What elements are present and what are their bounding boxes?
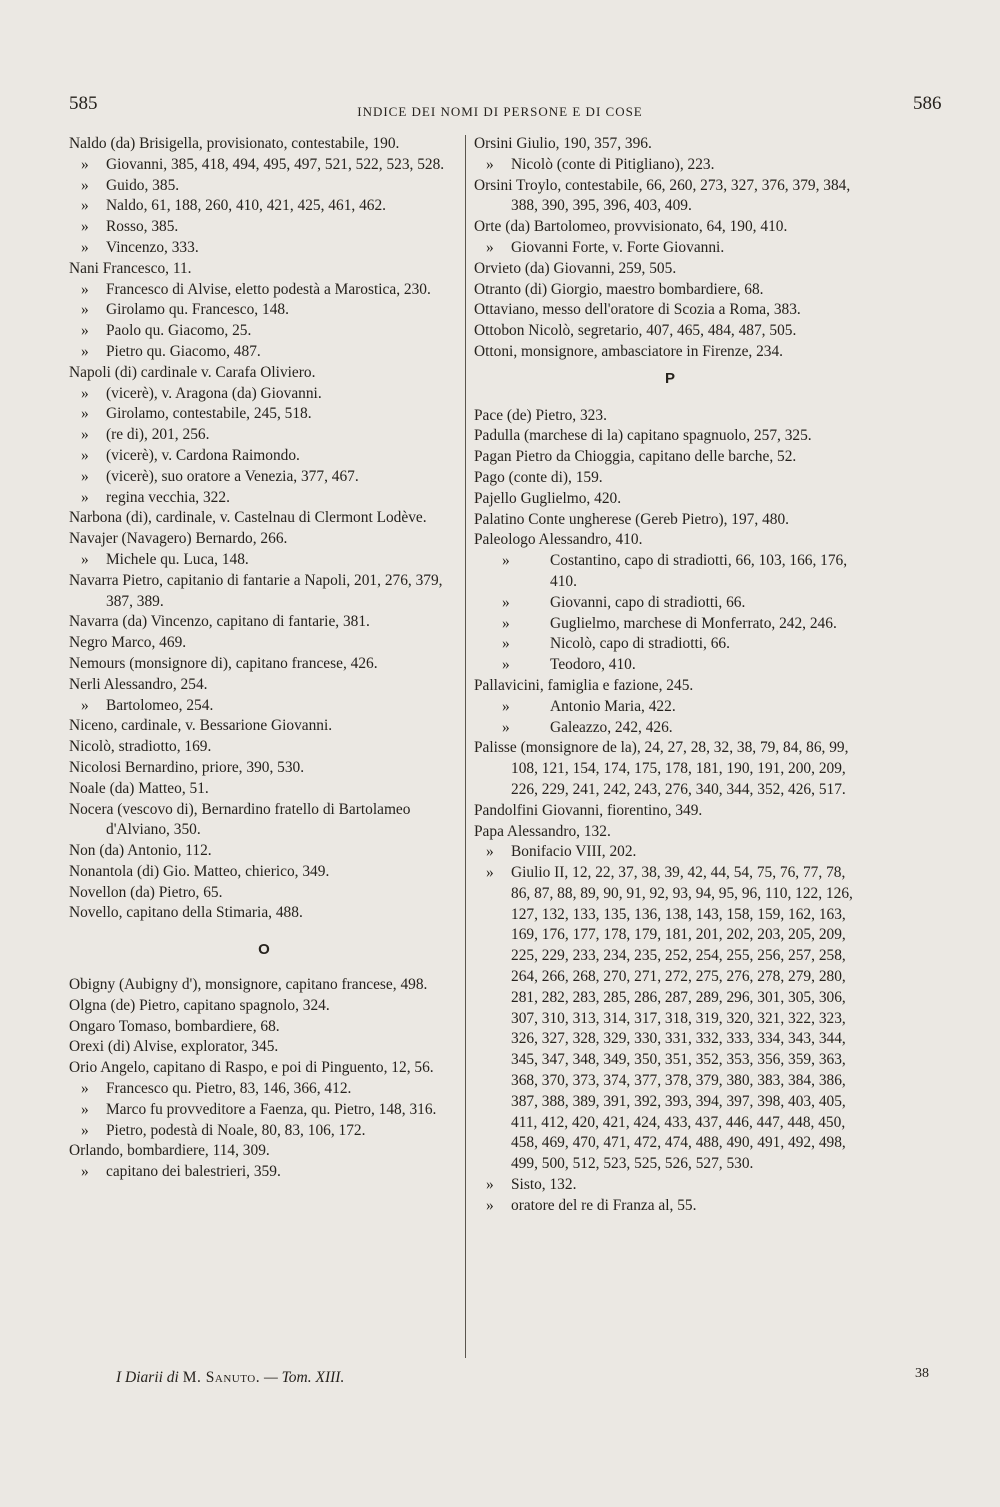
index-subentry-text: Guglielmo, marchese di Monferrato, 242, 246.	[550, 614, 837, 632]
index-subentry-text: capitano dei balestrieri, 359.	[106, 1163, 281, 1181]
ditto-mark: »	[486, 155, 494, 173]
index-subentry	[474, 1196, 866, 1217]
index-subentry	[69, 425, 459, 446]
index-subentry-text: Costantino, capo di stradiotti, 66, 103, 166, 176, 410.	[550, 552, 848, 590]
ditto-mark: »	[502, 697, 510, 715]
index-entry: Nicolosi Bernardino, priore, 390, 530.	[69, 758, 305, 776]
index-subentry	[69, 696, 459, 717]
index-subentry-text: Francesco di Alvise, eletto podestà a Marostica, 230.	[106, 280, 431, 298]
index-subentry-text: regina vecchia, 322.	[106, 488, 230, 506]
index-entry: Pandolfini Giovanni, fiorentino, 349.	[474, 801, 703, 819]
left-index-column	[69, 134, 459, 1183]
index-subentry-text: Pietro qu. Giacomo, 487.	[106, 342, 261, 360]
index-subentry	[69, 176, 459, 197]
ditto-mark: »	[81, 1163, 89, 1181]
index-entry: Nemours (monsignore di), capitano francese, 426.	[69, 654, 378, 672]
ditto-mark: »	[81, 238, 89, 256]
index-entry: Orio Angelo, capitano di Raspo, e poi di Pinguento, 12, 56.	[69, 1059, 434, 1077]
index-subentry-text: Antonio Maria, 422.	[550, 697, 676, 715]
index-subentry	[474, 593, 866, 614]
ditto-mark: »	[81, 696, 89, 714]
index-subentry-text: Giovanni, capo di stradiotti, 66.	[550, 593, 746, 611]
ditto-mark: »	[502, 656, 510, 674]
index-subentry	[69, 238, 459, 259]
ditto-mark: »	[486, 238, 494, 256]
ditto-mark: »	[81, 301, 89, 319]
index-entry: Nocera (vescovo di), Bernardino fratello di Bartolameo d'Alviano, 350.	[69, 800, 411, 839]
ditto-mark: »	[486, 1176, 494, 1194]
index-subentry-text: Giovanni Forte, v. Forte Giovanni.	[511, 238, 725, 256]
index-subentry	[474, 863, 866, 1175]
index-subentry	[69, 321, 459, 342]
index-entry: Nonantola (di) Gio. Matteo, chierico, 349.	[69, 862, 330, 880]
index-subentry	[474, 718, 866, 739]
index-subentry-text: Giovanni, 385, 418, 494, 495, 497, 521, 522, 523, 528.	[106, 155, 445, 173]
index-subentry-text: Nicolò (conte di Pitigliano), 223.	[511, 155, 715, 173]
right-page-number: 586	[913, 93, 942, 114]
index-entry: Orsini Troylo, contestabile, 66, 260, 273, 327, 376, 379, 384, 388, 390, 395, 396, 403, 409.	[474, 176, 851, 215]
index-subentry-text: Bartolomeo, 254.	[106, 696, 214, 714]
index-entry: Ottobon Nicolò, segretario, 407, 465, 484, 487, 505.	[474, 322, 797, 340]
ditto-mark: »	[502, 635, 510, 653]
index-subentry	[69, 155, 459, 176]
ditto-mark: »	[81, 280, 89, 298]
index-entry: Palisse (monsignore de la), 24, 27, 28, 32, 38, 79, 84, 86, 99, 108, 121, 154, 174, 175, 178, 181, 190, 191, 200, 209, 226, 229, 241, 242, 243, 276, 340, 344, 352, 426, 517.	[474, 739, 849, 798]
index-entry: Orvieto (da) Giovanni, 259, 505.	[474, 259, 677, 277]
footer-author: M. Sanuto.	[182, 1369, 261, 1386]
index-subentry-text: (vicerè), v. Cardona Raimondo.	[106, 446, 300, 464]
index-subentry	[69, 488, 459, 509]
index-entry: Orexi (di) Alvise, explorator, 345.	[69, 1038, 279, 1056]
index-entry: Palatino Conte ungherese (Gereb Pietro), 197, 480.	[474, 510, 790, 528]
index-subentry	[474, 551, 866, 593]
ditto-mark: »	[81, 342, 89, 360]
footer-volume: — Tom. XIII.	[263, 1369, 345, 1386]
index-entry: Navarra (da) Vincenzo, capitano di fantarie, 381.	[69, 613, 370, 631]
ditto-mark: »	[81, 197, 89, 215]
index-subentry-text: Marco fu provveditore a Faenza, qu. Pietro, 148, 316.	[106, 1100, 437, 1118]
section-letter: P	[664, 369, 675, 387]
index-subentry	[69, 1162, 459, 1183]
index-subentry	[69, 404, 459, 425]
index-subentry-text: Nicolò, capo di stradiotti, 66.	[550, 635, 730, 653]
ditto-mark: »	[486, 864, 494, 882]
index-entry: Pallavicini, famiglia e fazione, 245.	[474, 676, 694, 694]
index-entry: Niceno, cardinale, v. Bessarione Giovanni.	[69, 717, 333, 735]
index-subentry	[474, 1175, 866, 1196]
ditto-mark: »	[502, 718, 510, 736]
ditto-mark: »	[81, 1121, 89, 1139]
index-subentry	[474, 634, 866, 655]
index-subentry	[474, 655, 866, 676]
index-entry: Obigny (Aubigny d'), monsignore, capitano francese, 498.	[69, 976, 428, 994]
index-entry: Padulla (marchese di la) capitano spagnuolo, 257, 325.	[474, 427, 812, 445]
footer-citation	[116, 1369, 344, 1387]
index-subentry	[474, 238, 866, 259]
index-entry: Narbona (di), cardinale, v. Castelnau di Clermont Lodève.	[69, 509, 427, 527]
index-subentry-text: (vicerè), v. Aragona (da) Giovanni.	[106, 384, 322, 402]
ditto-mark: »	[486, 1196, 494, 1214]
index-entry: Ottoni, monsignore, ambasciatore in Firenze, 234.	[474, 342, 784, 360]
index-subentry-text: Pietro, podestà di Noale, 80, 83, 106, 172.	[106, 1121, 366, 1139]
ditto-mark: »	[502, 552, 510, 570]
index-subentry-text: Galeazzo, 242, 426.	[550, 718, 673, 736]
index-subentry	[69, 196, 459, 217]
index-entry: Paleologo Alessandro, 410.	[474, 531, 643, 549]
index-subentry-text: Sisto, 132.	[511, 1176, 577, 1194]
index-entry: Pagan Pietro da Chioggia, capitano delle barche, 52.	[474, 448, 797, 466]
right-index-column	[474, 134, 866, 1217]
index-entry: Noale (da) Matteo, 51.	[69, 779, 209, 797]
ditto-mark: »	[81, 405, 89, 423]
index-subentry-text: (re di), 201, 256.	[106, 426, 210, 444]
index-entry: Otranto (di) Giorgio, maestro bombardiere, 68.	[474, 280, 764, 298]
index-entry: Ottaviano, messo dell'oratore di Scozia a Roma, 383.	[474, 301, 801, 319]
ditto-mark: »	[81, 322, 89, 340]
index-subentry	[69, 384, 459, 405]
ditto-mark: »	[502, 614, 510, 632]
ditto-mark: »	[486, 843, 494, 861]
index-subentry-text: Girolamo, contestabile, 245, 518.	[106, 405, 312, 423]
index-entry: Nani Francesco, 11.	[69, 259, 192, 277]
index-entry: Nicolò, stradiotto, 169.	[69, 738, 212, 756]
ditto-mark: »	[81, 488, 89, 506]
index-subentry	[69, 1121, 459, 1142]
ditto-mark: »	[81, 467, 89, 485]
index-entry: Orlando, bombardiere, 114, 309.	[69, 1142, 270, 1160]
index-subentry-text: Vincenzo, 333.	[106, 238, 199, 256]
ditto-mark: »	[81, 1100, 89, 1118]
index-entry: Pace (de) Pietro, 323.	[474, 406, 607, 424]
ditto-mark: »	[502, 593, 510, 611]
section-letter: O	[258, 941, 270, 959]
index-entry: Non (da) Antonio, 112.	[69, 842, 212, 860]
index-subentry	[69, 300, 459, 321]
index-entry: Novellon (da) Pietro, 65.	[69, 883, 223, 901]
index-subentry	[69, 280, 459, 301]
index-subentry	[474, 614, 866, 635]
index-entry: Olgna (de) Pietro, capitano spagnolo, 324.	[69, 996, 330, 1014]
index-subentry	[69, 217, 459, 238]
index-entry: Navarra Pietro, capitanio di fantarie a Napoli, 201, 276, 379, 387, 389.	[69, 571, 443, 610]
ditto-mark: »	[81, 155, 89, 173]
index-subentry	[69, 446, 459, 467]
running-title: INDICE DEI NOMI DI PERSONE E DI COSE	[357, 104, 643, 119]
index-entry: Pajello Guglielmo, 420.	[474, 489, 622, 507]
index-subentry-text: Bonifacio VIII, 202.	[511, 843, 637, 861]
index-subentry	[69, 342, 459, 363]
index-subentry-text: Rosso, 385.	[106, 218, 179, 236]
index-subentry	[69, 467, 459, 488]
index-entry: Orte (da) Bartolomeo, provvisionato, 64, 190, 410.	[474, 218, 788, 236]
index-subentry-text: Giulio II, 12, 22, 37, 38, 39, 42, 44, 54, 75, 76, 77, 78, 86, 87, 88, 89, 90, 91, 92, 93, 94, 95, 96, 110, 122, 126, 127, 132, 133, 135, 136, 138, 143, 158, 159, 162, 163, 169, 176, 177, 178, 179, 181, 201, 202, 203, 205, 209, 225, 229, 233, 234, 235, 252, 254, 255, 256, 257, 258, 264, 266, 268, 270, 271, 272, 275, 276, 278, 279, 280, 281, 282, 283, 285, 286, 287, 289, 296, 301, 305, 306, 307, 310, 313, 314, 317, 318, 319, 320, 321, 322, 323, 326, 327, 328, 329, 330, 331, 332, 333, 334, 343, 344, 345, 347, 348, 349, 350, 351, 352, 353, 356, 359, 363, 368, 370, 373, 374, 377, 378, 379, 380, 383, 384, 386, 387, 388, 389, 391, 392, 393, 394, 397, 398, 403, 405, 411, 412, 420, 421, 424, 433, 437, 446, 447, 448, 450, 458, 469, 470, 471, 472, 474, 488, 490, 491, 492, 498, 499, 500, 512, 523, 525, 526, 527, 530.	[511, 864, 853, 1173]
left-page-number: 585	[69, 93, 98, 114]
index-subentry	[69, 1079, 459, 1100]
index-subentry-text: Naldo, 61, 188, 260, 410, 421, 425, 461, 462.	[106, 197, 387, 215]
index-entry: Naldo (da) Brisigella, provisionato, contestabile, 190.	[69, 135, 400, 152]
signature-mark: 38	[915, 1366, 929, 1381]
index-subentry-text: Paolo qu. Giacomo, 25.	[106, 322, 252, 340]
ditto-mark: »	[81, 446, 89, 464]
index-subentry	[474, 842, 866, 863]
index-entry: Pago (conte di), 159.	[474, 468, 603, 486]
ditto-mark: »	[81, 384, 89, 402]
column-divider	[465, 135, 466, 1358]
ditto-mark: »	[81, 426, 89, 444]
index-subentry	[69, 550, 459, 571]
index-entry: Ongaro Tomaso, bombardiere, 68.	[69, 1017, 280, 1035]
index-entry: Papa Alessandro, 132.	[474, 822, 611, 840]
index-subentry-text: Michele qu. Luca, 148.	[106, 550, 249, 568]
ditto-mark: »	[81, 218, 89, 236]
index-entry: Negro Marco, 469.	[69, 634, 187, 652]
index-subentry	[69, 1100, 459, 1121]
index-subentry-text: oratore del re di Franza al, 55.	[511, 1196, 697, 1214]
index-subentry-text: Francesco qu. Pietro, 83, 146, 366, 412.	[106, 1080, 352, 1098]
index-subentry	[474, 155, 866, 176]
index-entry: Napoli (di) cardinale v. Carafa Oliviero.	[69, 363, 316, 381]
index-subentry-text: Guido, 385.	[106, 176, 180, 194]
index-entry: Navajer (Navagero) Bernardo, 266.	[69, 530, 288, 548]
ditto-mark: »	[81, 1080, 89, 1098]
ditto-mark: »	[81, 176, 89, 194]
index-subentry	[474, 697, 866, 718]
index-subentry-text: Girolamo qu. Francesco, 148.	[106, 301, 289, 319]
ditto-mark: »	[81, 550, 89, 568]
footer-title: I Diarii di	[116, 1369, 179, 1386]
index-entry: Nerli Alessandro, 254.	[69, 675, 208, 693]
index-entry: Novello, capitano della Stimaria, 488.	[69, 904, 303, 922]
index-entry: Orsini Giulio, 190, 357, 396.	[474, 135, 652, 152]
index-subentry-text: (vicerè), suo oratore a Venezia, 377, 467.	[106, 467, 359, 485]
index-subentry-text: Teodoro, 410.	[550, 656, 636, 674]
